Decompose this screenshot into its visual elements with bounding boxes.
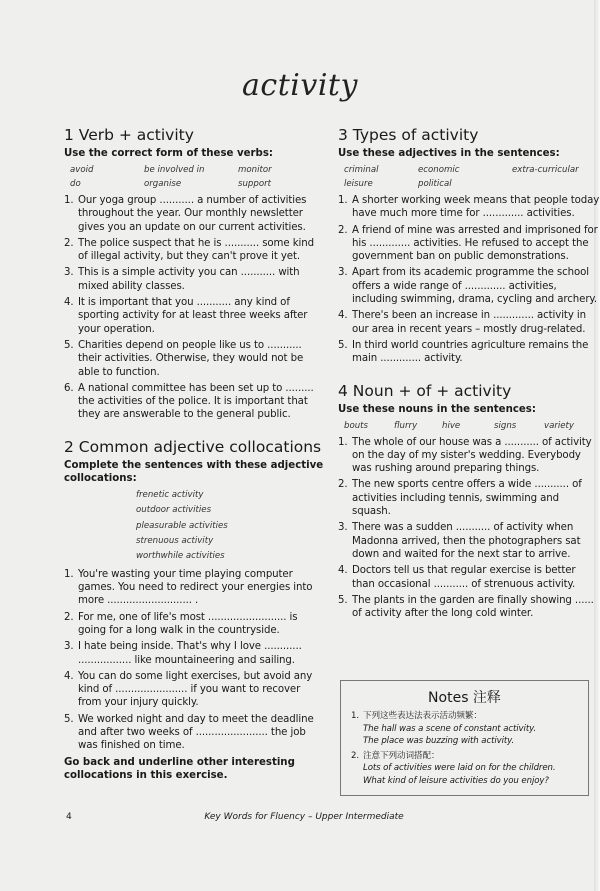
note-number: 1.: [351, 711, 359, 721]
item-text: For me, one of life's most ......................... is going for a long walk in the countryside.: [78, 611, 298, 636]
word: worthwhile activities: [136, 551, 225, 562]
exercise-item: [64, 266, 326, 293]
item-number: 4.: [338, 310, 348, 322]
note-item: [351, 750, 580, 788]
section-instruction: Use these adjectives in the sentences:: [338, 148, 560, 159]
exercise-item: [338, 339, 600, 366]
note-number: 2.: [351, 750, 359, 761]
notes-title: Notes 注释: [428, 690, 501, 706]
item-number: 5.: [64, 713, 74, 725]
word: variety: [544, 420, 575, 431]
word: economic: [418, 165, 460, 175]
word: be involved in: [144, 165, 205, 175]
left-column: [64, 126, 326, 795]
notes-box: [340, 680, 589, 796]
exercise-item: [64, 237, 326, 264]
word-box: [344, 419, 600, 433]
word: flurry: [394, 420, 418, 431]
item-text: The plants in the garden are finally showing ...... of activity after the long cold winter.: [352, 594, 594, 620]
item-text: A friend of mine was arrested and imprisoned for his ............. activities. He refused to accept the government ban on public demonstrations.: [352, 224, 598, 263]
note-chinese: 下列这些表达法表示活动频繁：: [363, 711, 482, 721]
item-number: 1.: [338, 195, 348, 206]
item-text: The whole of our house was a ........... of activity on the day of my sister's wedding. Everybody was rushing around preparing things.: [352, 436, 592, 475]
word: extra-curricular: [512, 165, 579, 175]
word: pleasurable activities: [136, 520, 228, 531]
section-heading: 2 Common adjective collocations: [64, 437, 322, 456]
word: political: [418, 179, 452, 189]
word: monitor: [238, 165, 272, 175]
item-text: A shorter working week means that people today have much more time for ............. activities.: [352, 195, 600, 220]
item-number: 1.: [64, 568, 74, 580]
exercise-item: [64, 194, 326, 234]
item-text: Doctors tell us that regular exercise is better than occasional ........... of strenuous activity.: [352, 565, 576, 590]
exercise-item: [64, 670, 326, 710]
item-text: Our yoga group ........... a number of activities throughout the year. Our monthly newsletter gives you an update on our current activities.: [78, 195, 307, 233]
exercise-item: [338, 436, 600, 476]
exercise-item: [338, 564, 600, 591]
item-text: I hate being inside. That's why I love ............ ................. like mountaineering and sailing.: [78, 641, 302, 666]
exercise-item: [64, 568, 326, 608]
section-instruction: Complete the sentences with these adjective collocations:: [64, 459, 324, 484]
note-example: What kind of leisure activities do you enjoy?: [363, 775, 549, 786]
exercise-item: [338, 594, 600, 621]
item-text: In third world countries agriculture remains the main ............. activity.: [352, 339, 589, 365]
item-text: You can do some light exercises, but avoid any kind of ....................... if you want to recover from your injury quickly.: [78, 670, 313, 709]
note-chinese: 注意下列动词搭配：: [363, 750, 440, 761]
section-heading: 4 Noun + of + activity: [338, 381, 512, 400]
item-text: The police suspect that he is ........... some kind of illegal activity, but they can't prove it yet.: [78, 237, 314, 263]
exercise-item: [64, 611, 326, 638]
item-text: There was a sudden ........... of activity when Madonna arrived, then the photographers sat down and waited for the next star to arrive.: [352, 522, 581, 560]
exercise-list: [338, 436, 600, 621]
page-number: 4: [66, 812, 72, 822]
item-text: There's been an increase in ............. activity in our area in recent years – mostly drug-related.: [352, 310, 586, 335]
item-number: 2.: [338, 479, 348, 491]
item-number: 3.: [64, 267, 74, 279]
page-title: activity: [242, 68, 358, 103]
section-instruction: Use these nouns in the sentences:: [338, 403, 536, 415]
word: hive: [442, 420, 461, 431]
item-text: It is important that you ........... any kind of sporting activity for at least three weeks after your operation.: [78, 297, 308, 335]
word: avoid: [70, 165, 94, 175]
word-box: [70, 163, 326, 191]
exercise-item: [338, 521, 600, 561]
item-number: 2.: [64, 611, 74, 623]
item-text: This is a simple activity you can ........... with mixed ability classes.: [78, 267, 300, 292]
word: leisure: [344, 179, 373, 189]
closing-instruction: Go back and underline other interesting collocations in this exercise.: [64, 756, 295, 781]
section-heading: 3 Types of activity: [338, 126, 479, 144]
right-column: [338, 126, 600, 633]
item-text: A national committee has been set up to ......... the activities of the police. It is important that they are answerable to the general public.: [78, 382, 314, 421]
section-noun-of-activity: [338, 382, 600, 621]
word: criminal: [344, 165, 379, 175]
word-box: [136, 488, 326, 565]
item-number: 3.: [338, 522, 348, 534]
item-text: The new sports centre offers a wide ........... of activities including tennis, swimming and squash.: [352, 479, 582, 518]
section-verb-activity: [64, 126, 326, 422]
section-instruction: Use the correct form of these verbs:: [64, 148, 273, 159]
section-adjective-collocations: [64, 438, 326, 782]
word: support: [238, 179, 271, 189]
item-number: 2.: [338, 224, 348, 236]
exercise-item: [64, 339, 326, 379]
item-number: 1.: [64, 195, 74, 206]
section-types-of-activity: [338, 126, 600, 366]
word: signs: [494, 420, 517, 431]
exercise-item: [64, 382, 326, 422]
item-number: 5.: [64, 339, 74, 351]
item-number: 4.: [64, 670, 74, 682]
word: do: [70, 179, 81, 189]
exercise-list: [64, 194, 326, 422]
item-number: 4.: [338, 565, 348, 577]
exercise-item: [338, 194, 600, 221]
note-example: The place was buzzing with activity.: [363, 736, 515, 746]
word: strenuous activity: [136, 535, 214, 546]
exercise-item: [338, 224, 600, 264]
item-number: 4.: [64, 297, 74, 309]
word-box: [344, 163, 600, 191]
item-number: 6.: [64, 382, 74, 394]
item-number: 3.: [338, 267, 348, 279]
note-example: Lots of activities were laid on for the children.: [363, 763, 556, 773]
item-text: Charities depend on people like us to ........... their activities. Otherwise, they would not be able to function.: [78, 339, 304, 378]
section-heading: 1 Verb + activity: [64, 126, 194, 144]
note-example: The hall was a scene of constant activity.: [363, 723, 537, 734]
item-number: 3.: [64, 641, 74, 653]
exercise-item: [64, 713, 326, 753]
exercise-item: [64, 640, 326, 667]
item-number: 5.: [338, 594, 348, 606]
notes-list: [351, 710, 580, 787]
exercise-list: [338, 194, 600, 366]
book-title: Key Words for Fluency – Upper Intermediate: [204, 812, 404, 822]
word: organise: [144, 179, 182, 189]
exercise-list: [64, 568, 326, 753]
exercise-item: [338, 309, 600, 336]
word: bouts: [344, 420, 369, 431]
exercise-item: [338, 478, 600, 518]
exercise-item: [64, 296, 326, 336]
word: outdoor activities: [136, 505, 212, 516]
word: frenetic activity: [136, 489, 204, 500]
note-item: [351, 710, 580, 748]
item-number: 2.: [64, 237, 74, 249]
item-text: We worked night and day to meet the deadline and after two weeks of ....................... the job was finished on time.: [78, 713, 314, 752]
exercise-item: [338, 266, 600, 306]
item-text: You're wasting your time playing computer games. You need to redirect your energies into more ........................... .: [78, 568, 313, 607]
item-number: 1.: [338, 436, 348, 448]
item-text: Apart from its academic programme the school offers a wide range of ............. activities, including swimming, drama, cycling and archery.: [352, 267, 598, 306]
item-number: 5.: [338, 339, 348, 351]
